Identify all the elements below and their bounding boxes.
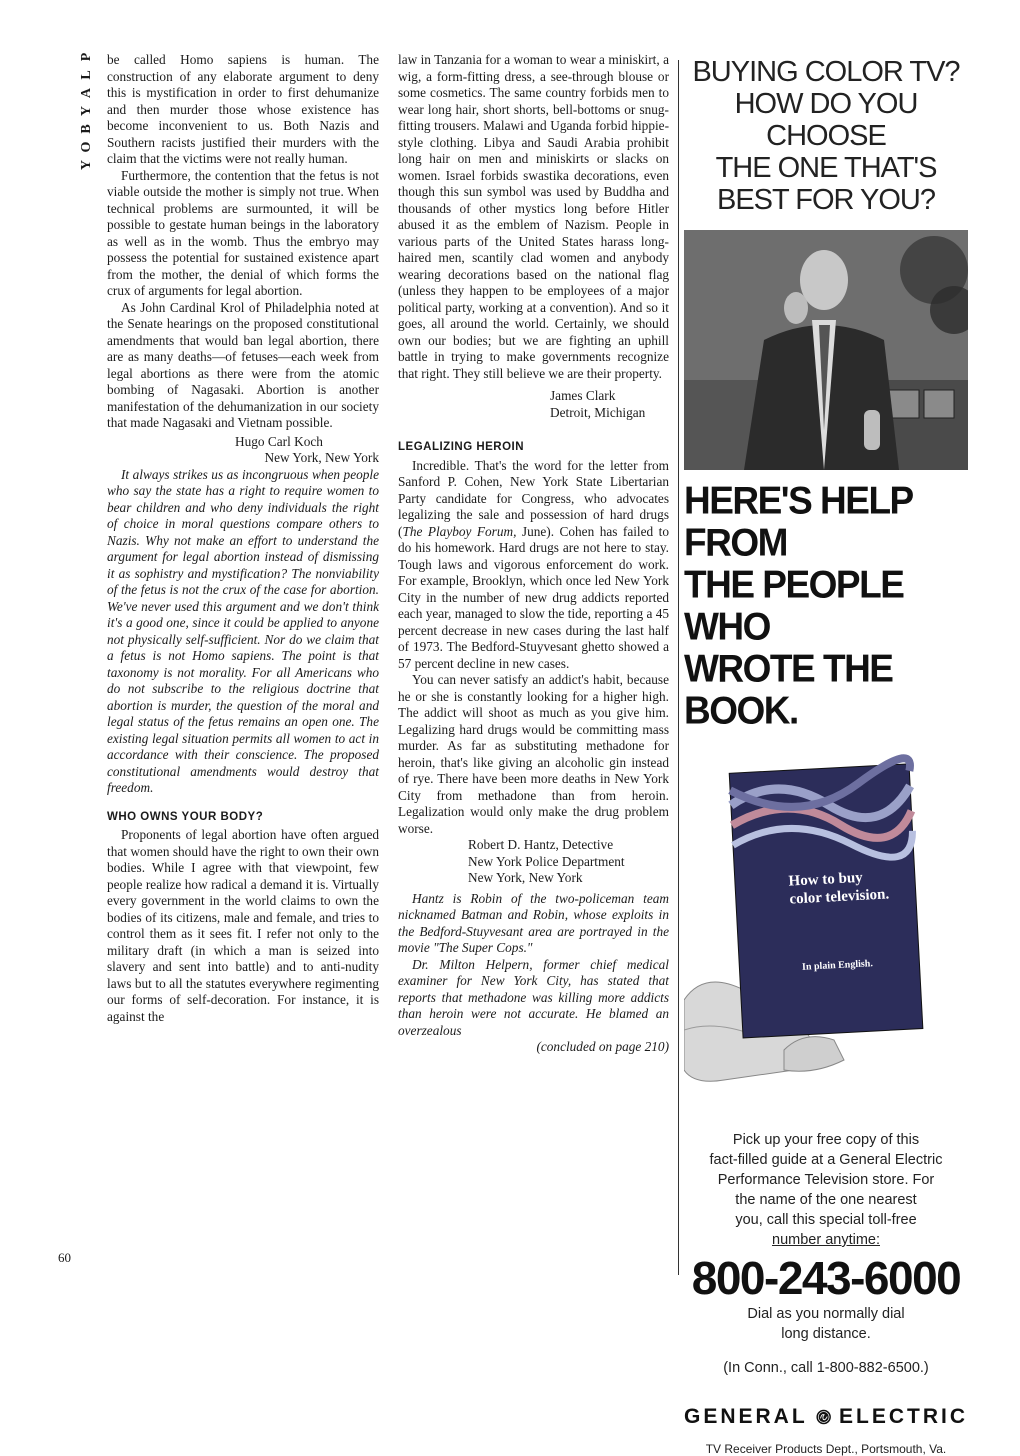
- signature-name: Hugo Carl Koch: [235, 433, 323, 449]
- running-head-letter: B: [79, 124, 94, 134]
- letter-paragraph: Furthermore, the contention that the fetus is not viable outside the mother is simply not true. When technical problems are surmounted, it will be possible to gestate human beings in the laboratory as well as in the womb. Thus the embryo may possess the potential for sustained existence apart from the mother, the denial of which forms the crux of arguments for legal abortion.: [107, 167, 379, 298]
- ad-subheadline: HERE'S HELP FROM THE PEOPLE WHO WROTE THE BOOK.: [684, 478, 913, 732]
- ad-footer: TV Receiver Products Dept., Portsmouth, Va.: [705, 1442, 947, 1456]
- running-head-letter: P: [79, 52, 94, 62]
- booklet-title: How to buy color television.: [788, 869, 890, 908]
- signature-place: New York, New York: [264, 450, 379, 465]
- ge-monogram-icon: [816, 1400, 831, 1434]
- letter-paragraph: be called Homo sapiens is human. The construction of any elaborate argument to deny this is mystification in order to first dehumanize and then murder those whose existence has become inconvenient to us. Both Nazis and Southern racists justified their murders with the claim that the victims were not really human.: [107, 52, 379, 166]
- signature-name: James Clark: [550, 388, 616, 403]
- page-number: 60: [58, 1250, 71, 1265]
- letter-signature: [107, 434, 379, 467]
- ad-body-copy: Pick up your free copy of this fact-filled guide at a General Electric Performance Television store. For the name of the one nearest you, call this special toll-free number anytime:: [709, 1132, 943, 1248]
- ge-logo: [684, 1400, 968, 1434]
- letter-paragraph: You can never satisfy an addict's habit, because he or she is constantly looking for a higher high. The addict will shoot as much as you give him. Legalizing hard drugs would be committing mass murder. As far as substituting methadone for heroin, that's like giving an alcoholic gin instead of rye. There have been more deaths in New York City from methadone than from heroin. Legalization would only make the drug problem worse.: [398, 672, 669, 836]
- dial-note: Dial as you normally dial long distance.: [747, 1306, 905, 1342]
- column-divider: [678, 60, 679, 1275]
- letter-signature: [398, 837, 669, 887]
- magazine-title: The Playboy Forum,: [402, 523, 517, 539]
- column-left: [107, 52, 379, 1025]
- signature-place: Detroit, Michigan: [550, 404, 646, 420]
- running-head-letter: O: [79, 141, 94, 153]
- signature-name: Robert D. Hantz, Detective: [468, 837, 614, 852]
- running-head-letter: Y: [79, 159, 94, 171]
- letter-signature: [398, 388, 669, 421]
- connecticut-number: (In Conn., call 1-800-882-6500.): [723, 1360, 929, 1376]
- running-head-letter: A: [79, 87, 94, 99]
- editor-reply: It always strikes us as incongruous when people who say the state has a right to require women to bear children and who deny individuals the right of choice in moral questions compare others to Nazis. Why not make an effort to understand the argument for legal abortion instead of dismissing it as sophistry and mystification? The nonviability of the fetus is not the crux of the case for abortion. We've never used this argument and we don't think it's a good one, since it could be applied to anyone not physically self-sufficient. Nor do we claim that a fetus is not Homo sapiens. The point is that taxonomy is not morality. For all Americans who do not subscribe to the religious doctrine that abortion is murder, the question of the moral and legal status of the fetus remains an open one. The existing legal situation permits all women to act in accordance with their conscience. The proposed constitutional amendments would destroy that freedom.: [107, 466, 379, 795]
- editor-reply: Hantz is Robin of the two-policeman team nicknamed Batman and Robin, whose exploits in the Bedford-Stuyvesant area are portrayed in the movie "The Super Cops.": [398, 890, 669, 955]
- letter-paragraph: law in Tanzania for a woman to wear a miniskirt, a wig, a form-fitting dress, a see-through blouse or some cosmetics. The same country forbids men to wear long hair, short shorts, bell-bottoms or snug-fitting trousers. Malawi and Uganda forbid hippie-style clothing. Libya and Saudi Arabia prohibit long hair on men and miniskirts or slacks on women. Israel forbids swastika decorations, even though this sun symbol was used by Buddha and thousands of other mystics long before Hitler abused it as the emblem of Nazism. People in various parts of the United States harass long-haired men, scantily clad women and anybody wearing decorations based on the national flag (unless they happen to be employees of a major political party, working at a convention). And so it goes, all around the world. Certainly, we should own our bodies; but we are fighting an uphill battle in trying to make governments recognize that right. They still believe we are their property.: [398, 52, 669, 381]
- booklet-subtitle: In plain English.: [801, 958, 874, 973]
- running-head-letter: Y: [79, 105, 94, 117]
- signature-place: New York, New York: [468, 870, 583, 885]
- ad-headline: BUYING COLOR TV? HOW DO YOU CHOOSE THE ONE THAT'S BEST FOR YOU?: [692, 56, 960, 216]
- editor-reply: Dr. Milton Helpern, former chief medical examiner for New York City, has stated that reports that methadone was killing more addicts than heroin were not accurate. He blamed an overzealous: [398, 956, 669, 1038]
- booklet-photo: [684, 730, 968, 1120]
- letter-paragraph: As John Cardinal Krol of Philadelphia noted at the Senate hearings on the proposed constitutional amendments that would ban legal abortion, there are as many deaths—of fetuses—each week from legal abortions as there were from the atomic bombing of Nagasaki. Abortion is another manifestation of the dehumanization in our society that made Nagasaki and Vietnam possible.: [107, 299, 379, 430]
- brand-electric: ELECTRIC: [839, 1405, 968, 1428]
- column-middle: [398, 52, 669, 1056]
- brand-general: GENERAL: [684, 1405, 808, 1428]
- running-head: [76, 48, 98, 174]
- running-head-letter: L: [79, 70, 94, 80]
- salesman-photo: [684, 230, 968, 470]
- section-heading: WHO OWNS YOUR BODY?: [107, 810, 264, 823]
- toll-free-number: 800-243-6000: [691, 1252, 961, 1304]
- section-heading: LEGALIZING HEROIN: [398, 441, 525, 453]
- ge-advertisement: [684, 56, 968, 1456]
- letter-paragraph: Incredible. That's the word for the letter from Sanford P. Cohen, New York State Libertarian Party candidate for Congress, who advocates legalizing the sale and possession of hard drugs (The Playboy Forum, June). Cohen has failed to do his homework. Hard drugs are not here to stay. Tough laws and vigorous enforcement do work. For example, Brooklyn, which once led New York City in the number of new drug addicts reported each year, managed to slow the tide, reporting a 45 percent decrease in new cases during the last half of 1973. The Bedford-Stuyvesant ghetto showed a 57 percent decline in new cases.: [398, 457, 669, 671]
- letter-paragraph: Proponents of legal abortion have often argued that women should have the right to own their own bodies. While I agree with that viewpoint, few people realize how radical a demand it is. Virtually every government in the world claims to own the bodies of its citizens, male and female, and tries to control them as it sees fit. I refer not only to the military draft (in which a man is seized into slavery and sent into battle) and to anti-nudity laws but to all the statutes everywhere regimenting our forms of self-decoration. For instance, it is against the: [107, 827, 379, 1024]
- signature-org: New York Police Department: [468, 853, 625, 869]
- continued-note: (concluded on page 210): [536, 1039, 669, 1054]
